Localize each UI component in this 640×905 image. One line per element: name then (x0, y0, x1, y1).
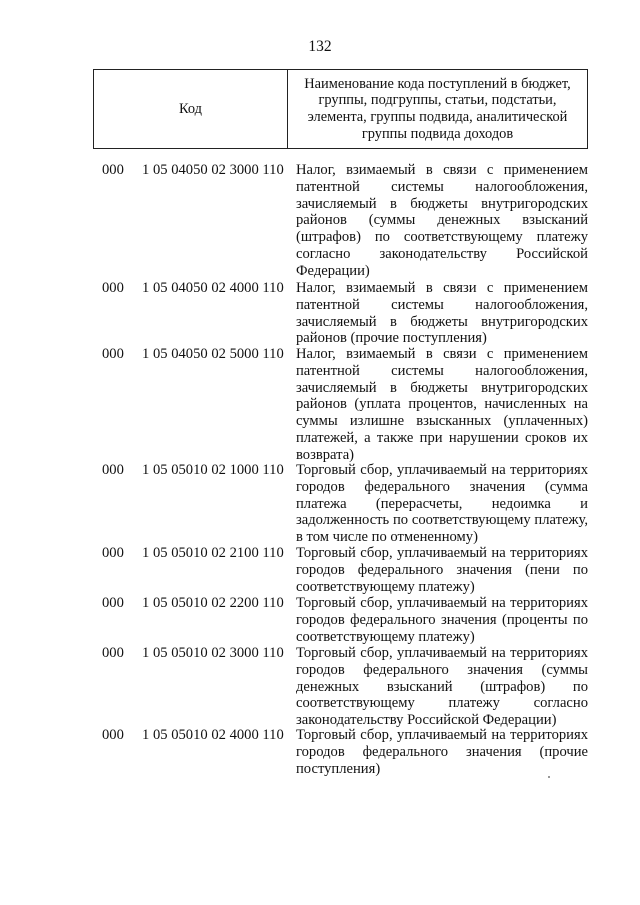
admin-code: 000 (102, 727, 124, 743)
admin-code: 000 (102, 462, 124, 478)
revenue-code: 1 05 05010 02 2200 110 (142, 595, 284, 611)
revenue-code: 1 05 05010 02 3000 110 (142, 645, 284, 661)
revenue-description: Торговый сбор, уплачиваемый на территориях городов федерального значения (суммы денежных взысканий (штрафов) по соответствующему платежу согласно законодательству Российской Федерации) (296, 645, 588, 729)
revenue-description: Торговый сбор, уплачиваемый на территориях городов федерального значения (прочие поступления) (296, 727, 588, 777)
admin-code: 000 (102, 280, 124, 296)
admin-code: 000 (102, 162, 124, 178)
page-number: 132 (308, 38, 332, 55)
revenue-code: 1 05 05010 02 1000 110 (142, 462, 284, 478)
header-name-cell: Наименование кода поступлений в бюджет, группы, подгруппы, статьи, подстатьи, элемента, группы подвида, аналитической группы подвида доходов (288, 70, 588, 149)
scan-speck (548, 776, 550, 778)
revenue-code: 1 05 04050 02 4000 110 (142, 280, 284, 296)
revenue-code: 1 05 05010 02 2100 110 (142, 545, 284, 561)
admin-code: 000 (102, 545, 124, 561)
admin-code: 000 (102, 645, 124, 661)
header-code-cell: Код (94, 70, 288, 149)
revenue-code: 1 05 04050 02 5000 110 (142, 346, 284, 362)
revenue-description: Торговый сбор, уплачиваемый на территориях городов федерального значения (проценты по соответствующему платежу) (296, 595, 588, 645)
admin-code: 000 (102, 595, 124, 611)
revenue-code: 1 05 04050 02 3000 110 (142, 162, 284, 178)
revenue-description: Налог, взимаемый в связи с применением патентной системы налогообложения, зачисляемый в бюджеты внутригородских районов (суммы денежных взысканий (штрафов) по соответствующему платежу согласно законодательству Российской Федерации) (296, 162, 588, 279)
revenue-description: Торговый сбор, уплачиваемый на территориях городов федерального значения (пени по соответствующему платежу) (296, 545, 588, 595)
revenue-description: Налог, взимаемый в связи с применением патентной системы налогообложения, зачисляемый в бюджеты внутригородских районов (прочие поступления) (296, 280, 588, 347)
revenue-description: Торговый сбор, уплачиваемый на территориях городов федерального значения (сумма платежа (перерасчеты, недоимка и задолженность по соответствующему платежу, в том числе по отмененному) (296, 462, 588, 546)
revenue-code: 1 05 05010 02 4000 110 (142, 727, 284, 743)
revenue-description: Налог, взимаемый в связи с применением патентной системы налогообложения, зачисляемый в бюджеты внутригородских районов (уплата процентов, начисленных на суммы излишне взысканных (уплаченных) платежей, а также при нарушении сроков их возврата) (296, 346, 588, 463)
admin-code: 000 (102, 346, 124, 362)
